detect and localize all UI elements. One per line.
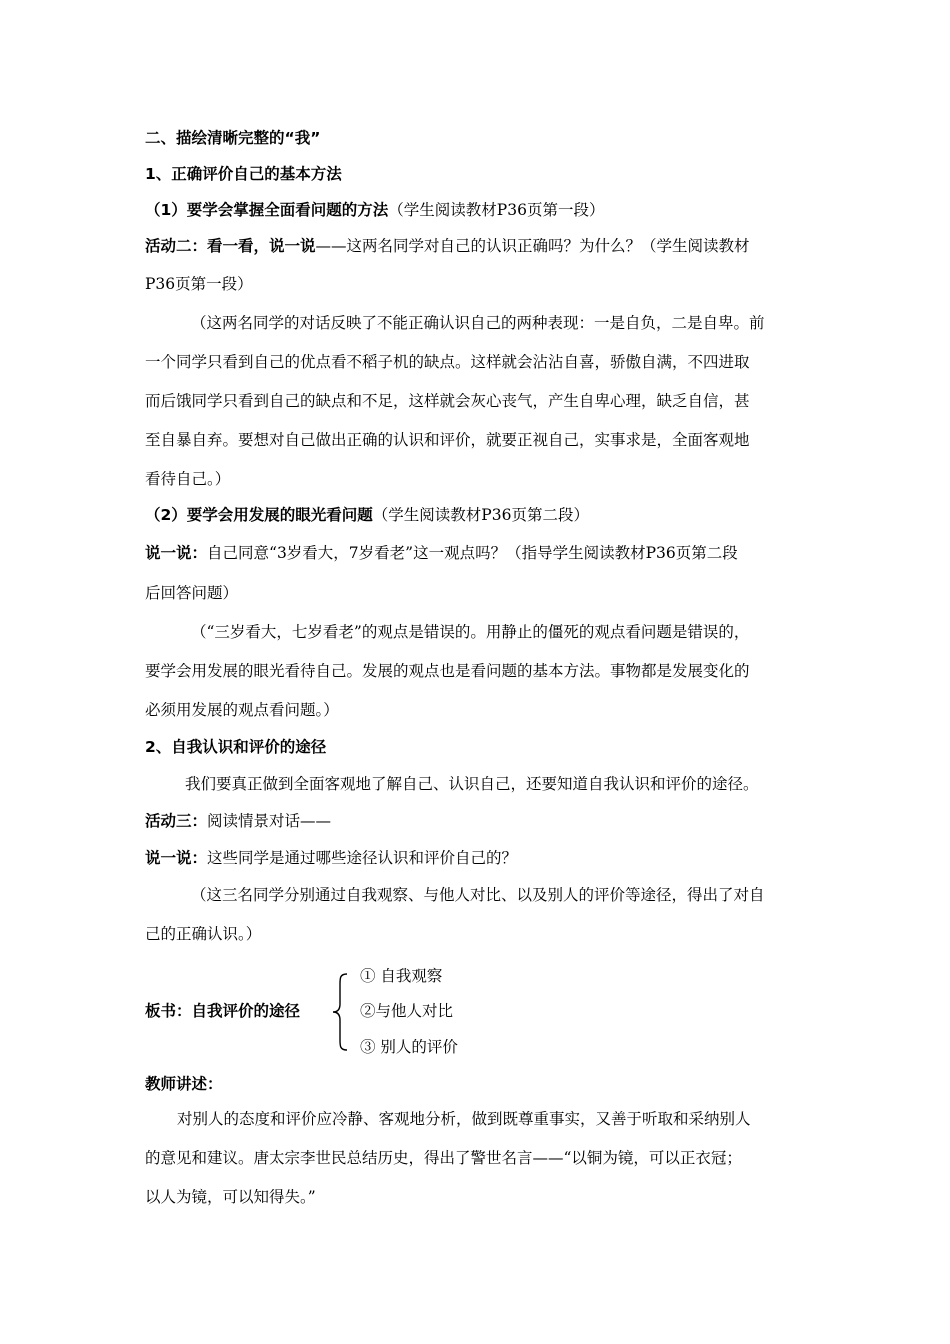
activity-3-line [145, 811, 331, 831]
answer-1-line: 看待自己。） [145, 470, 231, 488]
teacher-text-line: 对别人的态度和评价应冷静、客观地分析，做到既尊重事实，又善于听取和采纳别人 [177, 1110, 751, 1128]
activity-2-heading: 活动二：看一看，说一说 [145, 237, 316, 255]
method-1-heading: （1）要学会掌握全面看问题的方法 [145, 201, 389, 219]
teacher-text-line: 的意见和建议。唐太宗李世民总结历史，得出了警世名言——“以铜为镜，可以正衣冠； [145, 1149, 742, 1167]
method-2-heading: （2）要学会用发展的眼光看问题 [145, 506, 373, 524]
board-item: ① 自我观察 [360, 967, 443, 985]
answer-3-line: 己的正确认识。） [145, 925, 262, 943]
activity-2-line-1 [145, 236, 750, 256]
answer-2-line: 要学会用发展的眼光看待自己。发展的观点也是看问题的基本方法。事物都是发展变化的 [145, 662, 750, 680]
say-1-heading: 说一说： [145, 544, 208, 562]
answer-1-line: （这两名同学的对话反映了不能正确认识自己的两种表现：一是自负，二是自卑。前 [191, 314, 765, 332]
method-1-line [145, 200, 604, 220]
say-2-line [145, 848, 517, 868]
answer-1-line: 一个同学只看到自己的优点看不稻子机的缺点。这样就会沾沾自喜，骄傲自满，不四进取 [145, 353, 750, 371]
answer-2-line: 必须用发展的观点看问题。） [145, 701, 339, 719]
activity-3-text: 阅读情景对话—— [207, 812, 332, 830]
activity-2-text: ——这两名同学对自己的认识正确吗？为什么？（学生阅读教材 [315, 237, 750, 255]
answer-1-line: 而后饿同学只看到自己的缺点和不足，这样就会灰心丧气，产生自卑心理，缺乏自信，甚 [145, 392, 750, 410]
answer-3-line: （这三名同学分别通过自我观察、与他人对比、以及别人的评价等途径，得出了对自 [191, 886, 765, 904]
method-1-note: （学生阅读教材P36页第一段） [388, 201, 605, 219]
say-2-text: 这些同学是通过哪些途径认识和评价自己的？ [207, 849, 518, 867]
activity-2-line-2: P36页第一段） [145, 275, 253, 293]
teacher-text-line: 以人为镜，可以知得失。” [145, 1188, 316, 1206]
answer-1-line: 至自暴自弃。要想对自己做出正确的认识和评价，就要正视自己，实事求是，全面客观地 [145, 431, 750, 449]
say-1-line-1 [145, 543, 738, 563]
say-1-text: 自己同意“3岁看大，7岁看老”这一观点吗？（指导学生阅读教材P36页第二段 [207, 544, 738, 562]
board-item: ③ 别人的评价 [360, 1038, 458, 1056]
section-title: 二、描绘清晰完整的“我” [145, 129, 321, 147]
activity-3-heading: 活动三： [145, 812, 208, 830]
board-label: 板书：自我评价的途径 [145, 1002, 301, 1020]
method-2-line [145, 505, 589, 525]
intro-paragraph: 我们要真正做到全面客观地了解自己、认识自己，还要知道自我认识和评价的途径。 [185, 775, 759, 793]
subsection-1-title: 1、正确评价自己的基本方法 [145, 165, 342, 183]
answer-2-line: （“三岁看大，七岁看老”的观点是错误的。用静止的僵死的观点看问题是错误的， [191, 623, 750, 641]
board-item: ②与他人对比 [360, 1002, 454, 1020]
subsection-2-title: 2、自我认识和评价的途径 [145, 738, 327, 756]
say-1-line-2: 后回答问题） [145, 584, 239, 602]
method-2-note: （学生阅读教材P36页第二段） [372, 506, 589, 524]
teacher-title: 教师讲述： [145, 1075, 223, 1093]
curly-brace-icon [331, 972, 349, 1052]
say-2-heading: 说一说： [145, 849, 208, 867]
